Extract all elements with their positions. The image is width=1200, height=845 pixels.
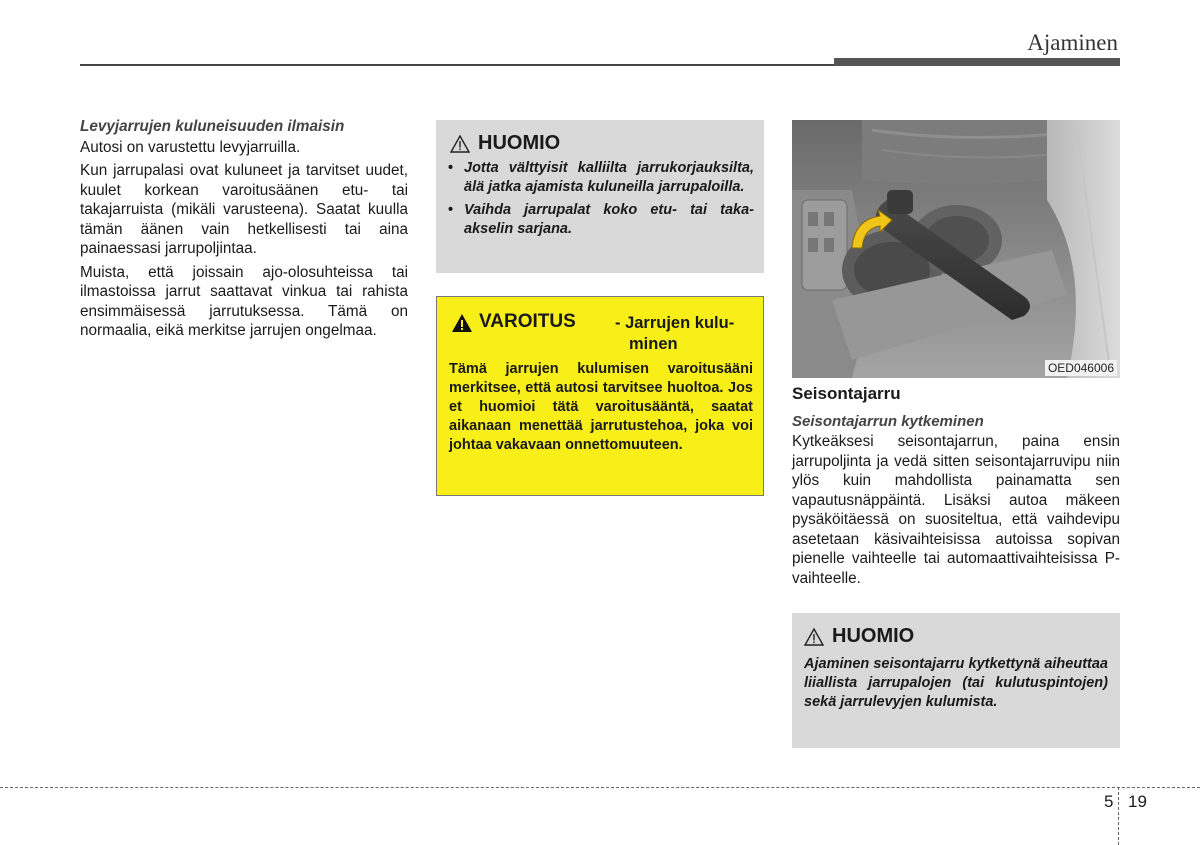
header-rule [80,64,836,66]
bullet: • [448,202,454,218]
caution-list [448,159,754,243]
image-code-label: OED046006 [1045,360,1117,376]
caution-title: HUOMIO [832,625,915,647]
warning-text: Tämä jarrujen kulumisen varoitusääni merkitsee, että autosi tarvitsee huoltoa. Jos et huomioi tätä varoitusääntä, saatat aikanaan menettää jarrutustehoa, joka voi johtaa vakavaan onnettomuuteen. [449,361,753,453]
list-item [448,159,754,197]
paragraph: Kun jarrupalasi ovat kuluneet ja tarvitset uudet, kuulet korkean varoitusäänen etu- tai takajarruista (mikäli varusteena). Saatat kuulla tämän äänen vain hetkellisesti tai aina painaessasi jarrupoljintaa. [80,162,408,257]
caution-box-brake-pads [436,120,764,273]
caution-box-parking-brake [792,613,1120,748]
chapter-number: 5 [1104,792,1114,811]
caution-text: Ajaminen seisontajarru kytkettynä aiheuttaa liiallista jarrupalojen (tai kulutuspintojen) sekä jarrulevyjen kulumista. [804,656,1108,710]
parking-brake-photo [792,120,1120,378]
section-subheading: Seisontajarrun kytkeminen [792,413,984,430]
list-item-text: Jotta välttyisit kalliilta jarrukorjauksilta, älä jatka ajamista kuluneilla jarrupaloilla. [464,160,754,195]
page-header-title: Ajaminen [1027,30,1118,55]
warning-triangle-icon [804,628,824,646]
page-number: 19 [1128,792,1147,811]
list-item-text: Vaihda jarrupalat koko etu- tai taka-akselin sarjana. [464,202,754,237]
warning-triangle-filled-icon [451,313,473,333]
left-column [80,117,408,345]
caution-heading [804,625,914,648]
header-rule-accent [834,58,1120,66]
bullet: • [448,160,454,176]
paragraph: Autosi on varustettu levyjarruilla. [80,138,301,156]
paragraph: Kytkeäksesi seisontajarrun, paina ensin jarrupoljinta ja vedä sitten seisontajarruvipu niin ylös kuin mahdollista painamatta sen vapautusnäppäintä. Lisäksi autoa mäkeen pysäköitäessä on suositeltua, että vaihdevipu asetetaan käsivaihteisissa autoissa sopivan pienelle vaihteelle tai automaattivaihteisissa P-vaihteelle. [792,433,1120,587]
warning-triangle-icon [450,135,470,153]
parking-brake-illustration [792,120,1120,378]
footer-divider [1118,787,1119,845]
warning-box-brake-wear [436,296,764,496]
brake-wear-subheading: Levyjarrujen kuluneisuuden ilmaisin [80,118,345,135]
warning-subtitle-continued: minen [629,335,678,353]
list-item [448,201,754,239]
section-heading: Seisontajarru [792,384,901,403]
paragraph: Muista, että joissain ajo-olosuhteissa tai ilmastoissa jarrut saattavat vinkua tai rahista ensimmäisessä jarrutuksessa. Tämä on normaalia, eikä merkitse jarrujen ongelmaa. [80,263,408,339]
warning-title: VAROITUS [479,311,576,332]
right-column [792,383,1120,588]
footer-rule [0,787,1200,788]
caution-title: HUOMIO [478,132,561,154]
caution-heading [450,132,560,155]
warning-subtitle: - Jarrujen kulu- [615,314,735,332]
